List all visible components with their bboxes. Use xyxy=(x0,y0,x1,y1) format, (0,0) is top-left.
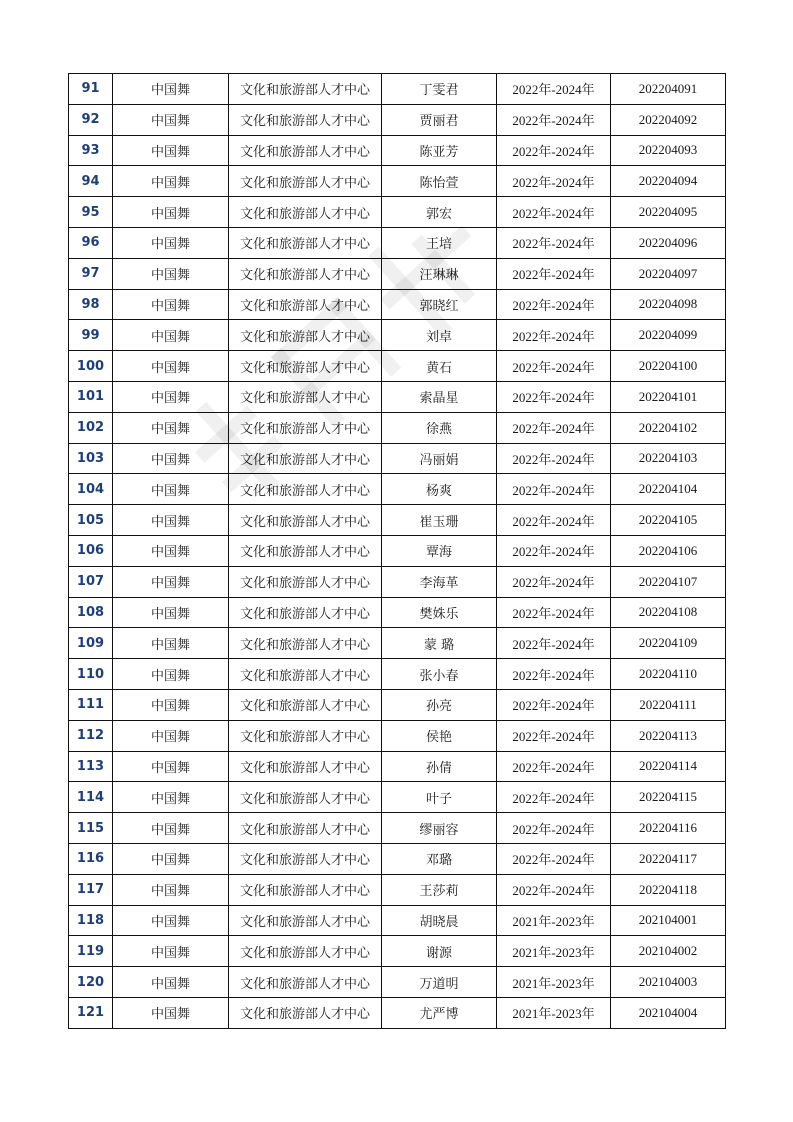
term-cell: 2022年-2024年 xyxy=(497,813,611,844)
person-name-cell: 丁雯君 xyxy=(382,74,497,105)
person-name-cell: 叶子 xyxy=(382,782,497,813)
category-cell: 中国舞 xyxy=(113,751,229,782)
certificate-code-cell: 202204108 xyxy=(611,597,726,628)
certificate-code-cell: 202204114 xyxy=(611,751,726,782)
roster-table-body xyxy=(69,74,726,1029)
row-number: 115 xyxy=(69,813,113,844)
organization-cell: 文化和旅游部人才中心 xyxy=(229,566,382,597)
organization-cell: 文化和旅游部人才中心 xyxy=(229,628,382,659)
term-cell: 2022年-2024年 xyxy=(497,351,611,382)
person-name-cell: 崔玉珊 xyxy=(382,505,497,536)
person-name-cell: 缪丽容 xyxy=(382,813,497,844)
table-row xyxy=(69,813,726,844)
person-name-cell: 汪琳琳 xyxy=(382,258,497,289)
organization-cell: 文化和旅游部人才中心 xyxy=(229,505,382,536)
table-row xyxy=(69,289,726,320)
category-cell: 中国舞 xyxy=(113,782,229,813)
certificate-code-cell: 202204105 xyxy=(611,505,726,536)
organization-cell: 文化和旅游部人才中心 xyxy=(229,104,382,135)
roster-table xyxy=(68,73,726,1029)
term-cell: 2022年-2024年 xyxy=(497,505,611,536)
row-number: 108 xyxy=(69,597,113,628)
table-row xyxy=(69,258,726,289)
table-row xyxy=(69,566,726,597)
certificate-code-cell: 202204092 xyxy=(611,104,726,135)
person-name-cell: 邓璐 xyxy=(382,843,497,874)
table-row xyxy=(69,227,726,258)
organization-cell: 文化和旅游部人才中心 xyxy=(229,289,382,320)
certificate-code-cell: 202104002 xyxy=(611,936,726,967)
category-cell: 中国舞 xyxy=(113,659,229,690)
row-number: 121 xyxy=(69,997,113,1028)
organization-cell: 文化和旅游部人才中心 xyxy=(229,936,382,967)
row-number: 98 xyxy=(69,289,113,320)
category-cell: 中国舞 xyxy=(113,628,229,659)
organization-cell: 文化和旅游部人才中心 xyxy=(229,320,382,351)
row-number: 106 xyxy=(69,535,113,566)
category-cell: 中国舞 xyxy=(113,720,229,751)
term-cell: 2022年-2024年 xyxy=(497,566,611,597)
row-number: 111 xyxy=(69,689,113,720)
person-name-cell: 郭宏 xyxy=(382,197,497,228)
certificate-code-cell: 202204100 xyxy=(611,351,726,382)
table-row xyxy=(69,782,726,813)
row-number: 110 xyxy=(69,659,113,690)
term-cell: 2022年-2024年 xyxy=(497,659,611,690)
organization-cell: 文化和旅游部人才中心 xyxy=(229,874,382,905)
category-cell: 中国舞 xyxy=(113,443,229,474)
row-number: 99 xyxy=(69,320,113,351)
term-cell: 2022年-2024年 xyxy=(497,166,611,197)
certificate-code-cell: 202204110 xyxy=(611,659,726,690)
person-name-cell: 杨爽 xyxy=(382,474,497,505)
table-row xyxy=(69,843,726,874)
organization-cell: 文化和旅游部人才中心 xyxy=(229,258,382,289)
category-cell: 中国舞 xyxy=(113,381,229,412)
organization-cell: 文化和旅游部人才中心 xyxy=(229,74,382,105)
organization-cell: 文化和旅游部人才中心 xyxy=(229,227,382,258)
organization-cell: 文化和旅游部人才中心 xyxy=(229,843,382,874)
certificate-code-cell: 202204109 xyxy=(611,628,726,659)
row-number: 104 xyxy=(69,474,113,505)
organization-cell: 文化和旅游部人才中心 xyxy=(229,751,382,782)
term-cell: 2022年-2024年 xyxy=(497,320,611,351)
certificate-code-cell: 202204111 xyxy=(611,689,726,720)
organization-cell: 文化和旅游部人才中心 xyxy=(229,166,382,197)
category-cell: 中国舞 xyxy=(113,566,229,597)
organization-cell: 文化和旅游部人才中心 xyxy=(229,381,382,412)
table-row xyxy=(69,474,726,505)
person-name-cell: 万道明 xyxy=(382,967,497,998)
person-name-cell: 胡晓晨 xyxy=(382,905,497,936)
row-number: 113 xyxy=(69,751,113,782)
term-cell: 2022年-2024年 xyxy=(497,689,611,720)
row-number: 107 xyxy=(69,566,113,597)
table-row xyxy=(69,967,726,998)
organization-cell: 文化和旅游部人才中心 xyxy=(229,412,382,443)
organization-cell: 文化和旅游部人才中心 xyxy=(229,443,382,474)
person-name-cell: 刘卓 xyxy=(382,320,497,351)
organization-cell: 文化和旅游部人才中心 xyxy=(229,720,382,751)
table-row xyxy=(69,997,726,1028)
term-cell: 2022年-2024年 xyxy=(497,381,611,412)
person-name-cell: 覃海 xyxy=(382,535,497,566)
term-cell: 2022年-2024年 xyxy=(497,412,611,443)
row-number: 114 xyxy=(69,782,113,813)
term-cell: 2022年-2024年 xyxy=(497,628,611,659)
person-name-cell: 李海革 xyxy=(382,566,497,597)
organization-cell: 文化和旅游部人才中心 xyxy=(229,135,382,166)
certificate-code-cell: 202104003 xyxy=(611,967,726,998)
category-cell: 中国舞 xyxy=(113,905,229,936)
organization-cell: 文化和旅游部人才中心 xyxy=(229,535,382,566)
certificate-code-cell: 202204113 xyxy=(611,720,726,751)
table-row xyxy=(69,351,726,382)
category-cell: 中国舞 xyxy=(113,843,229,874)
organization-cell: 文化和旅游部人才中心 xyxy=(229,813,382,844)
term-cell: 2022年-2024年 xyxy=(497,720,611,751)
person-name-cell: 索晶星 xyxy=(382,381,497,412)
organization-cell: 文化和旅游部人才中心 xyxy=(229,967,382,998)
certificate-code-cell: 202204097 xyxy=(611,258,726,289)
person-name-cell: 孙倩 xyxy=(382,751,497,782)
person-name-cell: 徐燕 xyxy=(382,412,497,443)
table-row xyxy=(69,535,726,566)
certificate-code-cell: 202204106 xyxy=(611,535,726,566)
person-name-cell: 陈怡萱 xyxy=(382,166,497,197)
organization-cell: 文化和旅游部人才中心 xyxy=(229,689,382,720)
person-name-cell: 王培 xyxy=(382,227,497,258)
row-number: 116 xyxy=(69,843,113,874)
certificate-code-cell: 202204095 xyxy=(611,197,726,228)
organization-cell: 文化和旅游部人才中心 xyxy=(229,351,382,382)
table-row xyxy=(69,443,726,474)
row-number: 109 xyxy=(69,628,113,659)
organization-cell: 文化和旅游部人才中心 xyxy=(229,474,382,505)
certificate-code-cell: 202204091 xyxy=(611,74,726,105)
organization-cell: 文化和旅游部人才中心 xyxy=(229,659,382,690)
certificate-code-cell: 202104004 xyxy=(611,997,726,1028)
table-row xyxy=(69,597,726,628)
term-cell: 2022年-2024年 xyxy=(497,843,611,874)
person-name-cell: 孙亮 xyxy=(382,689,497,720)
person-name-cell: 黄石 xyxy=(382,351,497,382)
certificate-code-cell: 202204116 xyxy=(611,813,726,844)
row-number: 93 xyxy=(69,135,113,166)
table-row xyxy=(69,104,726,135)
term-cell: 2021年-2023年 xyxy=(497,967,611,998)
term-cell: 2022年-2024年 xyxy=(497,474,611,505)
table-row xyxy=(69,659,726,690)
certificate-code-cell: 202204093 xyxy=(611,135,726,166)
term-cell: 2022年-2024年 xyxy=(497,874,611,905)
person-name-cell: 冯丽娟 xyxy=(382,443,497,474)
table-row xyxy=(69,412,726,443)
person-name-cell: 郭晓红 xyxy=(382,289,497,320)
row-number: 100 xyxy=(69,351,113,382)
term-cell: 2022年-2024年 xyxy=(497,227,611,258)
term-cell: 2022年-2024年 xyxy=(497,443,611,474)
certificate-code-cell: 202204099 xyxy=(611,320,726,351)
person-name-cell: 蒙 璐 xyxy=(382,628,497,659)
category-cell: 中国舞 xyxy=(113,936,229,967)
row-number: 97 xyxy=(69,258,113,289)
category-cell: 中国舞 xyxy=(113,874,229,905)
person-name-cell: 谢源 xyxy=(382,936,497,967)
row-number: 112 xyxy=(69,720,113,751)
term-cell: 2022年-2024年 xyxy=(497,597,611,628)
organization-cell: 文化和旅游部人才中心 xyxy=(229,782,382,813)
table-row xyxy=(69,320,726,351)
term-cell: 2022年-2024年 xyxy=(497,74,611,105)
category-cell: 中国舞 xyxy=(113,166,229,197)
category-cell: 中国舞 xyxy=(113,412,229,443)
row-number: 96 xyxy=(69,227,113,258)
term-cell: 2022年-2024年 xyxy=(497,782,611,813)
row-number: 118 xyxy=(69,905,113,936)
term-cell: 2021年-2023年 xyxy=(497,936,611,967)
term-cell: 2022年-2024年 xyxy=(497,258,611,289)
table-row xyxy=(69,166,726,197)
table-row xyxy=(69,381,726,412)
certificate-code-cell: 202204101 xyxy=(611,381,726,412)
category-cell: 中国舞 xyxy=(113,813,229,844)
row-number: 92 xyxy=(69,104,113,135)
category-cell: 中国舞 xyxy=(113,535,229,566)
table-row xyxy=(69,74,726,105)
row-number: 94 xyxy=(69,166,113,197)
row-number: 119 xyxy=(69,936,113,967)
category-cell: 中国舞 xyxy=(113,597,229,628)
category-cell: 中国舞 xyxy=(113,967,229,998)
table-row xyxy=(69,689,726,720)
certificate-code-cell: 202204098 xyxy=(611,289,726,320)
table-row xyxy=(69,628,726,659)
category-cell: 中国舞 xyxy=(113,505,229,536)
term-cell: 2022年-2024年 xyxy=(497,535,611,566)
category-cell: 中国舞 xyxy=(113,197,229,228)
term-cell: 2022年-2024年 xyxy=(497,197,611,228)
person-name-cell: 贾丽君 xyxy=(382,104,497,135)
category-cell: 中国舞 xyxy=(113,135,229,166)
row-number: 117 xyxy=(69,874,113,905)
category-cell: 中国舞 xyxy=(113,104,229,135)
row-number: 105 xyxy=(69,505,113,536)
row-number: 103 xyxy=(69,443,113,474)
category-cell: 中国舞 xyxy=(113,997,229,1028)
person-name-cell: 王莎莉 xyxy=(382,874,497,905)
term-cell: 2022年-2024年 xyxy=(497,289,611,320)
table-row xyxy=(69,905,726,936)
row-number: 120 xyxy=(69,967,113,998)
row-number: 101 xyxy=(69,381,113,412)
category-cell: 中国舞 xyxy=(113,351,229,382)
table-row xyxy=(69,505,726,536)
term-cell: 2022年-2024年 xyxy=(497,751,611,782)
certificate-code-cell: 202204115 xyxy=(611,782,726,813)
table-row xyxy=(69,874,726,905)
table-row xyxy=(69,720,726,751)
certificate-code-cell: 202204118 xyxy=(611,874,726,905)
certificate-code-cell: 202104001 xyxy=(611,905,726,936)
category-cell: 中国舞 xyxy=(113,689,229,720)
organization-cell: 文化和旅游部人才中心 xyxy=(229,997,382,1028)
certificate-code-cell: 202204107 xyxy=(611,566,726,597)
certificate-code-cell: 202204104 xyxy=(611,474,726,505)
term-cell: 2022年-2024年 xyxy=(497,135,611,166)
certificate-code-cell: 202204096 xyxy=(611,227,726,258)
row-number: 95 xyxy=(69,197,113,228)
table-row xyxy=(69,197,726,228)
table-row xyxy=(69,751,726,782)
category-cell: 中国舞 xyxy=(113,227,229,258)
person-name-cell: 侯艳 xyxy=(382,720,497,751)
certificate-code-cell: 202204102 xyxy=(611,412,726,443)
category-cell: 中国舞 xyxy=(113,320,229,351)
category-cell: 中国舞 xyxy=(113,74,229,105)
person-name-cell: 尤严博 xyxy=(382,997,497,1028)
category-cell: 中国舞 xyxy=(113,289,229,320)
person-name-cell: 陈亚芳 xyxy=(382,135,497,166)
table-row xyxy=(69,936,726,967)
person-name-cell: 张小春 xyxy=(382,659,497,690)
certificate-code-cell: 202204094 xyxy=(611,166,726,197)
organization-cell: 文化和旅游部人才中心 xyxy=(229,197,382,228)
certificate-code-cell: 202204103 xyxy=(611,443,726,474)
person-name-cell: 樊姝乐 xyxy=(382,597,497,628)
organization-cell: 文化和旅游部人才中心 xyxy=(229,905,382,936)
term-cell: 2021年-2023年 xyxy=(497,997,611,1028)
term-cell: 2021年-2023年 xyxy=(497,905,611,936)
term-cell: 2022年-2024年 xyxy=(497,104,611,135)
certificate-code-cell: 202204117 xyxy=(611,843,726,874)
row-number: 102 xyxy=(69,412,113,443)
category-cell: 中国舞 xyxy=(113,474,229,505)
category-cell: 中国舞 xyxy=(113,258,229,289)
table-row xyxy=(69,135,726,166)
organization-cell: 文化和旅游部人才中心 xyxy=(229,597,382,628)
row-number: 91 xyxy=(69,74,113,105)
